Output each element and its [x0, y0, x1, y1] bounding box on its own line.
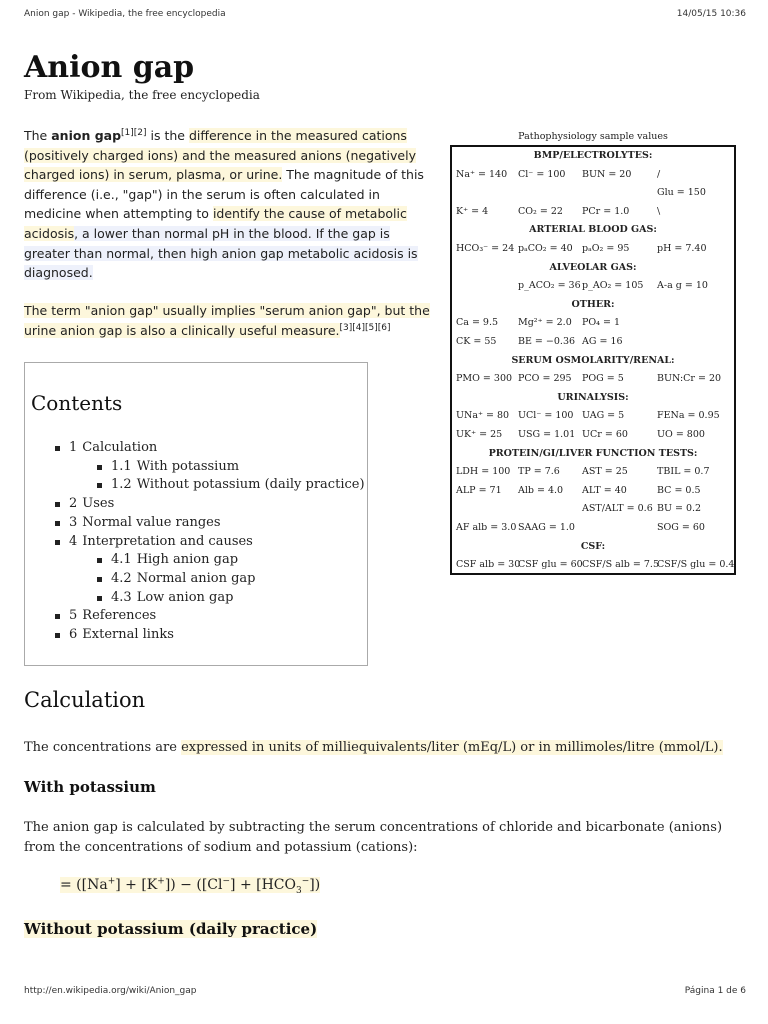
- toc-item-number: 6: [69, 627, 78, 643]
- sidebox-value: Mg²⁺ = 2.0: [518, 317, 572, 329]
- sidebox-value: CSF alb = 30: [456, 559, 521, 571]
- toc-item-number: 1.2: [111, 477, 132, 493]
- print-header-title: Anion gap - Wikipedia, the free encyclopedia: [24, 9, 226, 19]
- sidebox-value: CSF glu = 60: [518, 559, 583, 571]
- sidebox-value: K⁺ = 4: [456, 205, 489, 217]
- sidebox-value: /: [657, 168, 661, 180]
- toc-item[interactable]: [55, 458, 365, 477]
- sidebox-data-row: [452, 187, 734, 205]
- sidebox-value: UAG = 5: [582, 410, 625, 422]
- text-run: is the: [146, 128, 189, 143]
- sidebox-value: UCr = 60: [582, 429, 628, 440]
- toc-item-label: External links: [82, 627, 174, 643]
- sidebox-value: pₐCO₂ = 40: [518, 243, 573, 254]
- sidebox-value: TBIL = 0.7: [657, 466, 710, 478]
- formula-sup: −: [222, 876, 231, 887]
- print-header: [24, 9, 746, 19]
- sidebox-value: LDH = 100: [456, 466, 511, 478]
- toc-item[interactable]: [55, 607, 365, 626]
- sidebox-value: ALT = 40: [582, 484, 627, 496]
- highlighted-text: The term "anion gap" usually implies "serum anion gap", but the urine anion gap is also a clinically useful measure.: [24, 303, 430, 338]
- sidebox-value: SAAG = 1.0: [518, 522, 575, 533]
- toc-item-label: References: [82, 608, 157, 624]
- toc-item-label: Calculation: [82, 440, 158, 455]
- print-header-datetime: 14/05/15 10:36: [676, 9, 746, 19]
- toc-list: [55, 439, 365, 645]
- table-of-contents: [24, 362, 368, 666]
- reference-links[interactable]: [3][4][5][6]: [339, 322, 391, 333]
- sidebox-value: HCO₃⁻ = 24: [456, 243, 515, 254]
- intro-paragraph-1: [24, 126, 434, 283]
- toc-item-label: Normal value ranges: [82, 514, 221, 530]
- sidebox-section-heading: CSF:: [580, 540, 606, 552]
- sidebox-value: p_ACO₂ = 36: [518, 280, 581, 292]
- subsection-heading-without-potassium: Without potassium (daily practice): [24, 920, 318, 938]
- sidebox-value: UO = 800: [657, 429, 705, 440]
- sidebox-value: BE = −0.36: [518, 336, 576, 347]
- calculation-paragraph: [24, 738, 744, 758]
- toc-title: Contents: [31, 391, 123, 415]
- toc-item-label: With potassium: [136, 458, 240, 474]
- sidebox-value: AG = 16: [582, 336, 623, 347]
- sidebox-data-row: [452, 280, 734, 298]
- text-run: The magnitude of this difference (i.e., "gap") in the serum is often calculated in medicine when attempting to: [24, 167, 424, 222]
- sidebox-section-heading: PROTEIN/GI/LIVER FUNCTION TESTS:: [488, 447, 698, 459]
- sidebox-value: PCr = 1.0: [582, 205, 630, 217]
- sidebox-data-row: [452, 169, 734, 187]
- print-footer-url[interactable]: http://en.wikipedia.org/wiki/Anion_gap: [24, 986, 197, 996]
- sidebox-data-row: [452, 503, 734, 521]
- sidebox-value: PO₄ = 1: [582, 317, 621, 329]
- toc-item-number: 4.2: [111, 570, 132, 586]
- toc-item-number: 5: [69, 608, 78, 624]
- toc-item-label: Low anion gap: [136, 589, 234, 605]
- sidebox-section-heading: URINALYSIS:: [557, 391, 629, 403]
- sidebox-value: BUN = 20: [582, 168, 632, 180]
- sidebox-data-row: [452, 336, 734, 354]
- subsection-heading-with-potassium: With potassium: [24, 778, 156, 796]
- toc-item[interactable]: [55, 476, 365, 495]
- sidebox-value: POG = 5: [582, 373, 624, 385]
- sidebox-value: pₐO₂ = 95: [582, 243, 630, 254]
- sidebox-data-row: [452, 206, 734, 224]
- toc-item[interactable]: [55, 514, 365, 533]
- sidebox-value: pH = 7.40: [657, 243, 707, 254]
- toc-item[interactable]: [55, 589, 365, 608]
- highlighted-text: expressed in units of milliequivalents/liter (mEq/L) or in millimoles/litre (mmol/L).: [181, 740, 723, 755]
- sidebox-value: UK⁺ = 25: [456, 429, 503, 440]
- sidebox-value: BC = 0.5: [657, 484, 701, 496]
- sidebox-value: UNa⁺ = 80: [456, 410, 510, 422]
- text-run: The: [24, 128, 52, 143]
- print-footer-page: Página 1 de 6: [684, 986, 746, 996]
- sidebox-section-heading: SERUM OSMOLARITY/RENAL:: [511, 354, 675, 366]
- sidebox-caption: Pathophysiology sample values: [518, 131, 668, 142]
- sidebox-section-heading: ARTERIAL BLOOD GAS:: [529, 224, 657, 236]
- formula-sup: +: [107, 876, 116, 887]
- sidebox-data-row: [452, 373, 734, 391]
- formula-part: ] + [K: [115, 877, 158, 893]
- toc-item[interactable]: [55, 570, 365, 589]
- toc-item-label: Interpretation and causes: [82, 533, 253, 549]
- print-footer: [24, 986, 746, 996]
- sidebox-value: CSF/S alb = 7.5: [582, 559, 659, 571]
- sidebox-value: \: [657, 205, 661, 217]
- sidebox-value: AST/ALT = 0.6: [582, 503, 653, 515]
- toc-item-number: 4.1: [111, 552, 132, 568]
- toc-item-number: 4: [69, 533, 78, 549]
- toc-item[interactable]: [55, 495, 365, 514]
- sidebox-value: TP = 7.6: [518, 466, 560, 478]
- toc-item-label: High anion gap: [136, 552, 239, 568]
- toc-item[interactable]: [55, 551, 365, 570]
- formula-part: = ([Na: [60, 877, 108, 893]
- sidebox-value: CK = 55: [456, 336, 497, 347]
- site-tagline: From Wikipedia, the free encyclopedia: [24, 88, 260, 102]
- sidebox-data-row: [452, 429, 734, 447]
- sidebox-data-row: [452, 410, 734, 428]
- sidebox-value: A-a g = 10: [657, 280, 708, 292]
- sidebox-section-heading: BMP/ELECTROLYTES:: [533, 150, 653, 161]
- section-heading-calculation: Calculation: [24, 688, 146, 712]
- sidebox-value: PCO = 295: [518, 373, 572, 385]
- sidebox-value: AF alb = 3.0: [456, 522, 517, 533]
- toc-item[interactable]: [55, 533, 365, 552]
- toc-item-number: 4.3: [111, 589, 132, 605]
- sidebox-value: Ca = 9.5: [456, 317, 499, 329]
- page-title: Anion gap: [24, 50, 195, 85]
- text-run: The concentrations are: [24, 740, 182, 755]
- toc-item-number: 1.1: [111, 458, 132, 474]
- with-potassium-paragraph: The anion gap is calculated by subtracting the serum concentrations of chloride and bicarbonate (anions) from the concentrations of sodium and potassium (cations):: [24, 820, 723, 855]
- sidebox-value: Na⁺ = 140: [456, 168, 508, 180]
- sidebox-value: FENa = 0.95: [657, 410, 720, 422]
- bold-term: anion gap: [51, 128, 122, 143]
- toc-item-number: 2: [69, 496, 78, 512]
- sidebox-value: UCl⁻ = 100: [518, 410, 574, 422]
- highlighted-text: difference in the measured cations (positively charged ions) and the measured anions (negatively charged ions) in serum, plasma, or urine.: [24, 128, 416, 183]
- sidebox-data-row: [452, 559, 734, 577]
- sidebox-value: Alb = 4.0: [518, 484, 564, 496]
- sidebox-data-row: [452, 485, 734, 503]
- formula-part: ]): [309, 877, 321, 893]
- sidebox-value: Glu = 150: [657, 187, 706, 199]
- sidebox-value: CO₂ = 22: [518, 205, 563, 217]
- sidebox-section-heading: ALVEOLAR GAS:: [549, 261, 637, 273]
- sidebox-value: BU = 0.2: [657, 503, 702, 515]
- toc-item-number: 3: [69, 514, 78, 530]
- sidebox-data-row: [452, 243, 734, 261]
- sidebox-value: p_AO₂ = 105: [582, 280, 644, 292]
- toc-item-label: Without potassium (daily practice): [136, 477, 365, 493]
- sidebox-value: BUN:Cr = 20: [657, 373, 722, 385]
- sidebox-section-heading: OTHER:: [571, 298, 615, 310]
- toc-item[interactable]: [55, 626, 365, 645]
- sidebox-value: SOG = 60: [657, 522, 705, 533]
- sidebox-value: USG = 1.01: [518, 429, 576, 440]
- formula-part: ]) − ([Cl: [164, 877, 223, 893]
- toc-item-label: Normal anion gap: [136, 570, 256, 586]
- toc-item-number: 1: [69, 440, 78, 455]
- anion-gap-formula: [60, 876, 321, 896]
- intro-paragraph-2: [24, 301, 434, 340]
- sidebox-value: CSF/S glu = 0.4: [657, 559, 735, 571]
- sidebox-data-row: [452, 466, 734, 484]
- sidebox-data-row: [452, 317, 734, 335]
- highlighted-text: identify the cause of metabolic acidosis: [24, 206, 407, 241]
- sample-values-box: [450, 145, 736, 575]
- formula-sup: −: [301, 876, 310, 887]
- sidebox-value: Cl⁻ = 100: [518, 168, 566, 180]
- sidebox-value: PMO = 300: [456, 373, 513, 385]
- highlighted-text: , a lower than normal pH in the blood. If the gap is greater than normal, then high anion gap metabolic acidosis is diagnosed.: [24, 225, 418, 281]
- formula-sub: 3: [295, 885, 302, 896]
- sidebox-value: AST = 25: [582, 466, 628, 478]
- formula-part: ] + [HCO: [230, 877, 296, 893]
- formula-sup: +: [157, 876, 165, 887]
- toc-item[interactable]: [55, 439, 365, 458]
- reference-links[interactable]: [1][2]: [121, 127, 147, 138]
- sidebox-data-row: [452, 522, 734, 540]
- sidebox-value: ALP = 71: [456, 484, 502, 496]
- toc-item-label: Uses: [82, 496, 115, 512]
